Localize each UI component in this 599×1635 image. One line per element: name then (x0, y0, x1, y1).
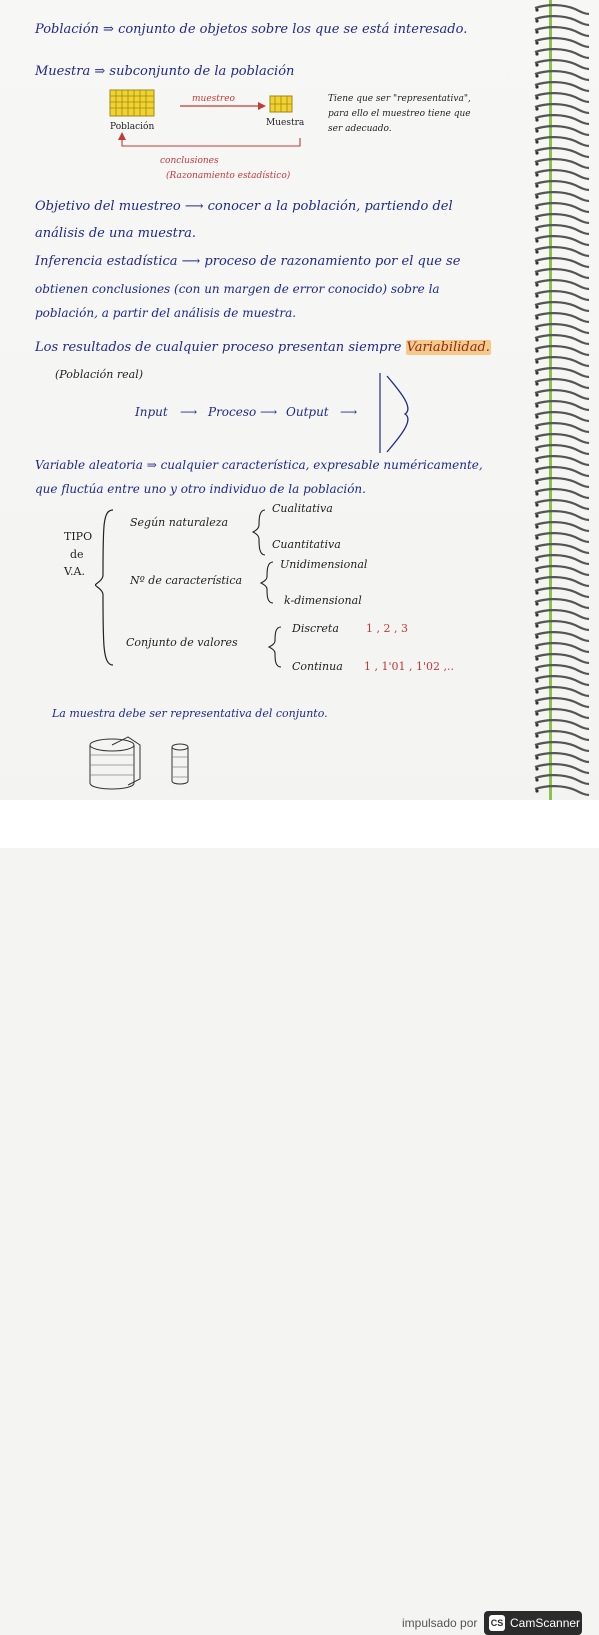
spiral-coil (535, 775, 589, 784)
diagram-note-3: ser adecuado. (328, 124, 392, 134)
spiral-hole (535, 316, 538, 319)
spiral-hole (535, 239, 538, 242)
spiral-coil (535, 291, 589, 300)
spiral-hole (535, 228, 538, 231)
segun-naturaleza: Según naturaleza (130, 516, 229, 529)
spiral-coil (535, 49, 589, 58)
arrow-2: ⟶ (260, 405, 278, 419)
spiral-coil (535, 324, 589, 333)
spiral-coil (535, 412, 589, 421)
camscanner-brand: CamScanner (510, 1616, 581, 1630)
arrow-3: ⟶ (340, 405, 358, 419)
spiral-coil (535, 16, 589, 25)
diagram-note-2: para ello el muestreo tiene que (328, 109, 471, 119)
spiral-hole (535, 371, 538, 374)
spiral-hole (535, 690, 538, 693)
spiral-coil (535, 533, 589, 542)
output-label: Output (286, 405, 329, 419)
spiral-coil (535, 280, 589, 289)
cualitativa: Cualitativa (272, 502, 333, 515)
spiral-hole (535, 261, 538, 264)
cylinder-sketch (80, 735, 210, 795)
spiral-coil (535, 687, 589, 696)
spiral-hole (535, 646, 538, 649)
spiral-hole (535, 41, 538, 44)
spiral-hole (535, 723, 538, 726)
objetivo-line-2: análisis de una muestra. (35, 226, 196, 241)
k-dimensional: k-dimensional (284, 594, 362, 607)
spiral-coil (535, 456, 589, 465)
definition-poblacion: Población ⇒ conjunto de objetos sobre los que se está interesado. (35, 22, 468, 37)
spiral-hole (535, 756, 538, 759)
spiral-coil (535, 467, 589, 476)
spiral-coil (535, 599, 589, 608)
spiral-hole (535, 613, 538, 616)
spiral-hole (535, 635, 538, 638)
spiral-coil (535, 478, 589, 487)
spiral-hole (535, 657, 538, 660)
spiral-hole (535, 558, 538, 561)
spiral-coil (535, 170, 589, 179)
spiral-coil (535, 709, 589, 718)
spiral-hole (535, 96, 538, 99)
spiral-hole (535, 404, 538, 407)
spiral-hole (535, 536, 538, 539)
cuantitativa: Cuantitativa (272, 538, 341, 551)
spiral-hole (535, 19, 538, 22)
spiral-hole (535, 382, 538, 385)
spiral-hole (535, 327, 538, 330)
spiral-hole (535, 415, 538, 418)
diagram-conclusiones-label: conclusiones (160, 156, 219, 166)
variable-line-1: Variable aleatoria ⇒ cualquier característica, expresable numéricamente, (35, 458, 483, 472)
spiral-coil (535, 126, 589, 135)
spiral-coil (535, 742, 589, 751)
tipo-label-3: V.A. (64, 565, 85, 578)
spiral-coil (535, 390, 589, 399)
classification-braces (95, 505, 295, 675)
spiral-hole (535, 789, 538, 792)
spiral-coil (535, 434, 589, 443)
spiral-coil (535, 621, 589, 630)
spiral-coil (535, 258, 589, 267)
spiral-coil (535, 104, 589, 113)
spiral-coil (535, 511, 589, 520)
spiral-coil (535, 313, 589, 322)
spiral-coil (535, 588, 589, 597)
spiral-coil (535, 159, 589, 168)
spiral-hole (535, 503, 538, 506)
spiral-hole (535, 459, 538, 462)
spiral-coil (535, 148, 589, 157)
spiral-coil (535, 82, 589, 91)
spiral-hole (535, 569, 538, 572)
variabilidad-highlight: Variabilidad. (406, 340, 490, 355)
spiral-coil (535, 522, 589, 531)
spiral-coil (535, 665, 589, 674)
spiral-coil (535, 555, 589, 564)
spiral-hole (535, 514, 538, 517)
spiral-hole (535, 393, 538, 396)
spiral-coil (535, 632, 589, 641)
spiral-hole (535, 8, 538, 11)
spiral-hole (535, 437, 538, 440)
spiral-coil (535, 181, 589, 190)
spiral-coil (535, 698, 589, 707)
spiral-coil (535, 93, 589, 102)
spiral-coil (535, 38, 589, 47)
spiral-coil (535, 115, 589, 124)
diagram-muestreo-label: muestreo (192, 94, 235, 104)
diagram-muestra-label: Muestra (266, 118, 305, 128)
spiral-hole (535, 547, 538, 550)
spiral-hole (535, 206, 538, 209)
spiral-hole (535, 679, 538, 682)
spiral-coil (535, 577, 589, 586)
proceso-label: Proceso (208, 405, 257, 419)
spiral-hole (535, 74, 538, 77)
spiral-coil (535, 192, 589, 201)
spiral-coil (535, 489, 589, 498)
spiral-hole (535, 250, 538, 253)
spiral-coil (535, 71, 589, 80)
spiral-coil (535, 753, 589, 762)
spiral-coil (535, 27, 589, 36)
spiral-coil (535, 566, 589, 575)
spiral-hole (535, 30, 538, 33)
camscanner-badge[interactable] (484, 1611, 582, 1635)
spiral-coil (535, 368, 589, 377)
spiral-coil (535, 225, 589, 234)
spiral-coil (535, 544, 589, 553)
spiral-hole (535, 492, 538, 495)
spiral-hole (535, 294, 538, 297)
input-label: Input (135, 405, 168, 419)
continua: Continua (292, 660, 343, 673)
spiral-hole (535, 217, 538, 220)
spiral-hole (535, 349, 538, 352)
spiral-coil (535, 60, 589, 69)
spiral-coil (535, 357, 589, 366)
spiral-hole (535, 52, 538, 55)
spiral-hole (535, 778, 538, 781)
spiral-hole (535, 107, 538, 110)
spiral-coil (535, 269, 589, 278)
spiral-hole (535, 195, 538, 198)
spiral-hole (535, 767, 538, 770)
spiral-hole (535, 602, 538, 605)
spiral-coil (535, 610, 589, 619)
spiral-coil (535, 137, 589, 146)
spiral-hole (535, 525, 538, 528)
spiral-hole (535, 745, 538, 748)
definition-muestra: Muestra ⇒ subconjunto de la población (35, 64, 295, 79)
spiral-hole (535, 360, 538, 363)
spiral-coil (535, 786, 589, 795)
spiral-hole (535, 63, 538, 66)
spiral-hole (535, 140, 538, 143)
distribution-curve (375, 368, 425, 458)
spiral-coil (535, 643, 589, 652)
population-grid (110, 90, 154, 116)
spiral-hole (535, 85, 538, 88)
tipo-label-1: TIPO (64, 530, 93, 543)
spiral-coil (535, 401, 589, 410)
spiral-coil (535, 302, 589, 311)
inferencia-line-3: población, a partir del análisis de muestra. (35, 306, 297, 320)
discreta: Discreta (292, 622, 339, 635)
spiral-coil (535, 676, 589, 685)
inferencia-line-1: Inferencia estadística ⟶ proceso de razonamiento por el que se (35, 254, 461, 269)
spiral-hole (535, 173, 538, 176)
diagram-note-1: Tiene que ser "representativa", (328, 94, 471, 104)
spiral-hole (535, 283, 538, 286)
arrow-1: ⟶ (180, 405, 198, 419)
spiral-coil (535, 423, 589, 432)
spiral-hole (535, 734, 538, 737)
spiral-coil (535, 214, 589, 223)
spiral-hole (535, 426, 538, 429)
scanner-footer (0, 800, 599, 1630)
spiral-coil (535, 720, 589, 729)
spiral-hole (535, 481, 538, 484)
impulsado-por-text: impulsado por (402, 1616, 478, 1630)
spiral-hole (535, 272, 538, 275)
spiral-hole (535, 591, 538, 594)
spiral-hole (535, 701, 538, 704)
spiral-coil (535, 379, 589, 388)
spiral-binding (529, 0, 599, 800)
spiral-coil (535, 247, 589, 256)
spiral-hole (535, 448, 538, 451)
spiral-coil (535, 236, 589, 245)
inferencia-line-2: obtienen conclusiones (con un margen de error conocido) sobre la (35, 282, 440, 296)
tipo-label-2: de (70, 548, 84, 561)
spiral-hole (535, 129, 538, 132)
spiral-hole (535, 184, 538, 187)
spiral-hole (535, 580, 538, 583)
spiral-coil (535, 500, 589, 509)
spiral-coil (535, 445, 589, 454)
spiral-hole (535, 668, 538, 671)
spiral-coil (535, 346, 589, 355)
conclusiones-arrow (122, 138, 300, 146)
muestra-representativa: La muestra debe ser representativa del conjunto. (52, 707, 328, 720)
spiral-coil (535, 335, 589, 344)
resultados-text: Los resultados de cualquier proceso presentan siempre (35, 340, 402, 355)
resultados-line (35, 340, 491, 355)
variable-line-2: que fluctúa entre uno y otro individuo de la población. (35, 482, 366, 496)
objetivo-line-1: Objetivo del muestreo ⟶ conocer a la población, partiendo del (35, 199, 453, 214)
spiral-hole (535, 305, 538, 308)
spiral-hole (535, 712, 538, 715)
spiral-hole (535, 162, 538, 165)
spiral-coil (535, 203, 589, 212)
spiral-hole (535, 118, 538, 121)
spiral-hole (535, 470, 538, 473)
camscanner-logo-icon: CS (489, 1615, 505, 1631)
spiral-coil (535, 764, 589, 773)
sample-grid (270, 96, 292, 112)
spiral-coil (535, 5, 589, 14)
discreta-values: 1 , 2 , 3 (366, 622, 408, 635)
n-caracteristicas: Nº de característica (130, 574, 243, 587)
spiral-hole (535, 624, 538, 627)
spiral-hole (535, 151, 538, 154)
continua-values: 1 , 1'01 , 1'02 ,.. (364, 660, 455, 673)
spiral-coil (535, 654, 589, 663)
diagram-razonamiento-label: (Razonamiento estadístico) (166, 171, 291, 181)
poblacion-real: (Población real) (55, 368, 144, 381)
conjunto-valores: Conjunto de valores (126, 636, 238, 649)
unidimensional: Unidimensional (280, 558, 368, 571)
diagram-poblacion-label: Población (110, 122, 155, 132)
spiral-coil (535, 731, 589, 740)
spiral-hole (535, 338, 538, 341)
